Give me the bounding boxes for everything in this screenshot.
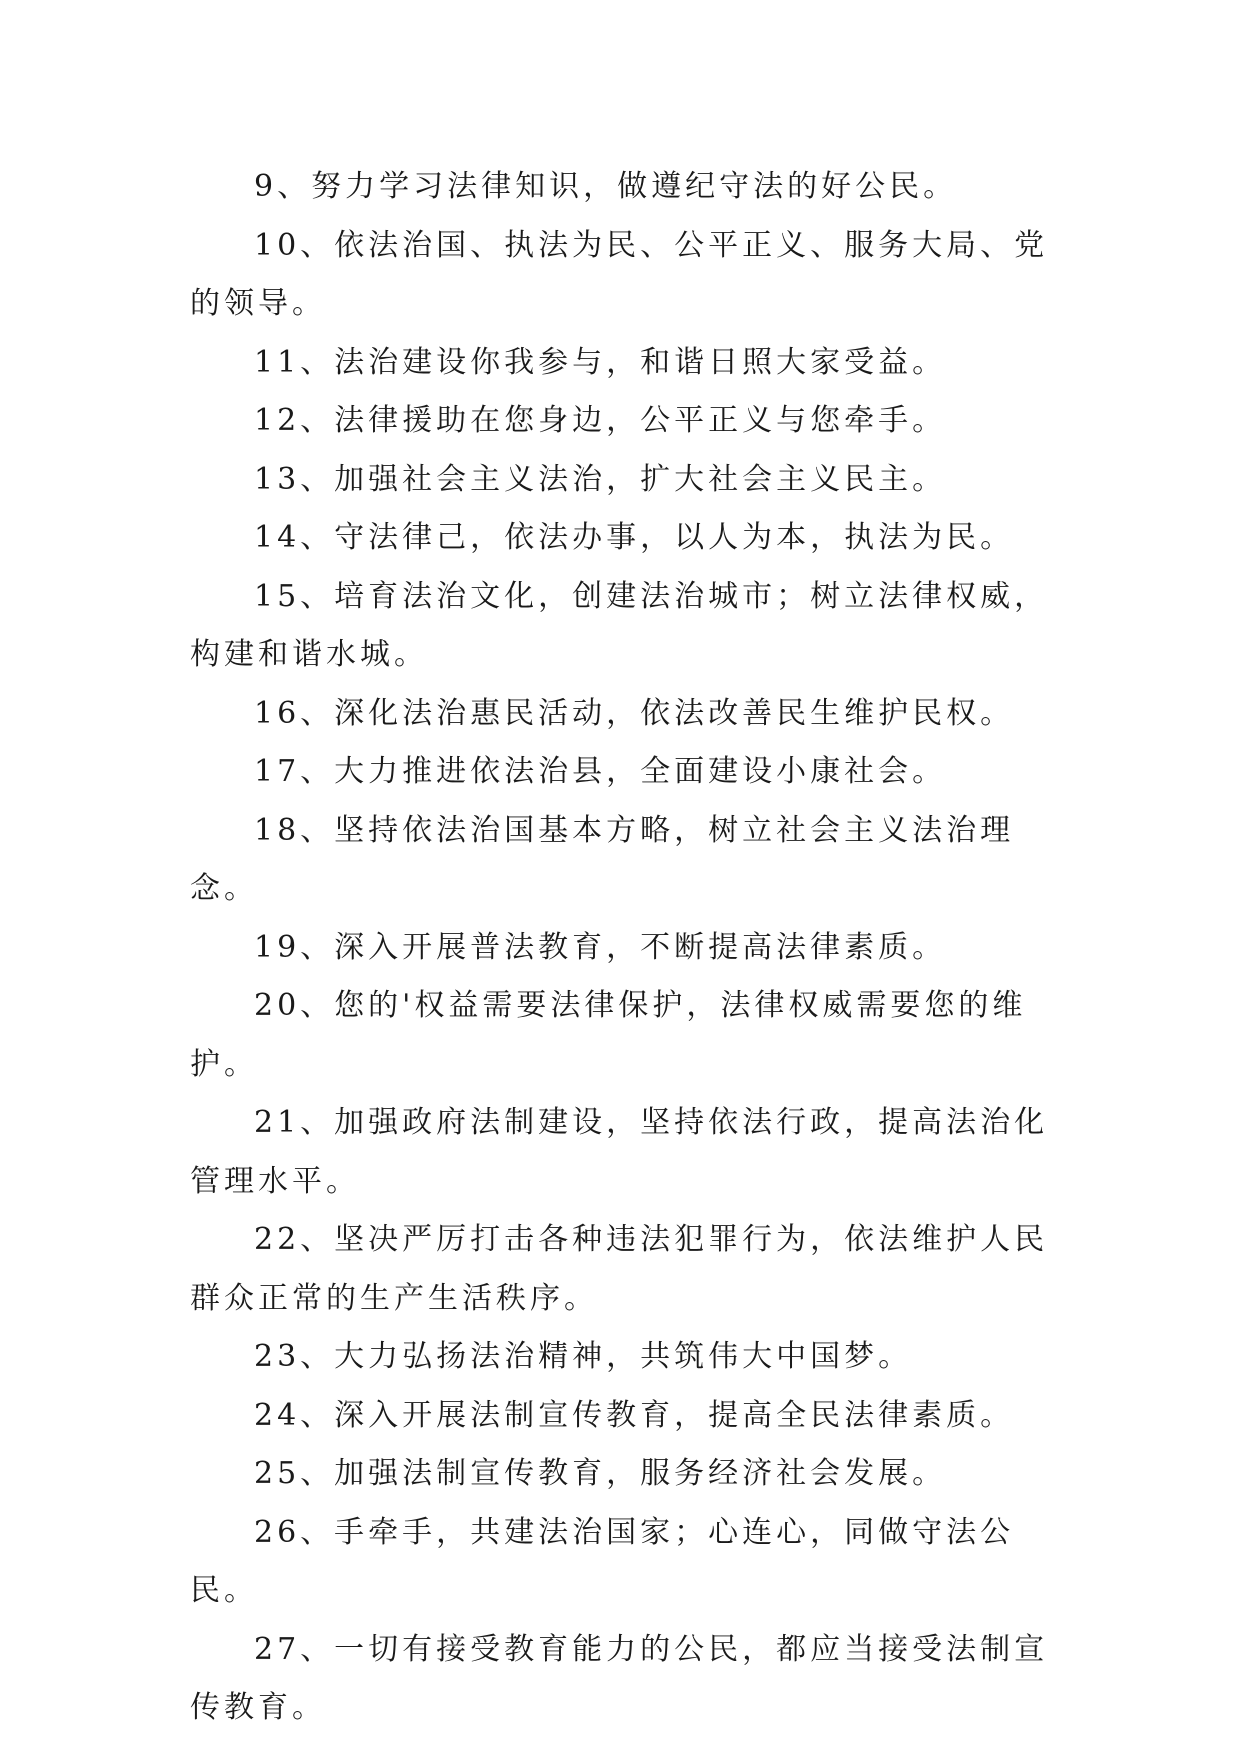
list-item: 10、依法治国、执法为民、公平正义、服务大局、党的领导。: [190, 227, 1049, 321]
list-item: 25、加强法制宣传教育，服务经济社会发展。: [254, 1456, 947, 1491]
list-item: 12、法律援助在您身边，公平正义与您牵手。: [254, 403, 947, 438]
list-item: 14、守法律己，依法办事，以人为本，执法为民。: [254, 520, 1015, 555]
list-item: 15、培育法治文化，创建法治城市；树立法律权威，构建和谐水城。: [190, 578, 1049, 672]
list-item: 13、加强社会主义法治，扩大社会主义民主。: [254, 461, 947, 497]
list-item: 9、努力学习法律知识，做遵纪守法的好公民。: [254, 169, 958, 204]
document-body: [190, 158, 1052, 1738]
list-item: 17、大力推进依法治县，全面建设小康社会。: [254, 754, 947, 789]
list-item: 23、大力弘扬法治精神，共筑伟大中国梦。: [254, 1339, 913, 1374]
list-item: 26、手牵手，共建法治国家；心连心，同做守法公民。: [190, 1514, 1015, 1608]
list-item: 22、坚决严厉打击各种违法犯罪行为，依法维护人民群众正常的生产生活秩序。: [190, 1222, 1049, 1316]
list-item: 11、法治建设你我参与，和谐日照大家受益。: [254, 344, 947, 380]
list-item: 18、坚持依法治国基本方略，树立社会主义法治理念。: [190, 812, 1015, 906]
list-item: 19、深入开展普法教育，不断提高法律素质。: [254, 929, 947, 965]
list-item: 21、加强政府法制建设，坚持依法行政，提高法治化管理水平。: [190, 1105, 1049, 1199]
list-item: 20、您的'权益需要法律保护，法律权威需要您的维护。: [190, 988, 1027, 1082]
list-item: 24、深入开展法制宣传教育，提高全民法律素质。: [254, 1397, 1015, 1433]
list-item: 27、一切有接受教育能力的公民，都应当接受法制宣传教育。: [190, 1631, 1049, 1725]
list-item: 16、深化法治惠民活动，依法改善民生维护民权。: [254, 695, 1015, 731]
